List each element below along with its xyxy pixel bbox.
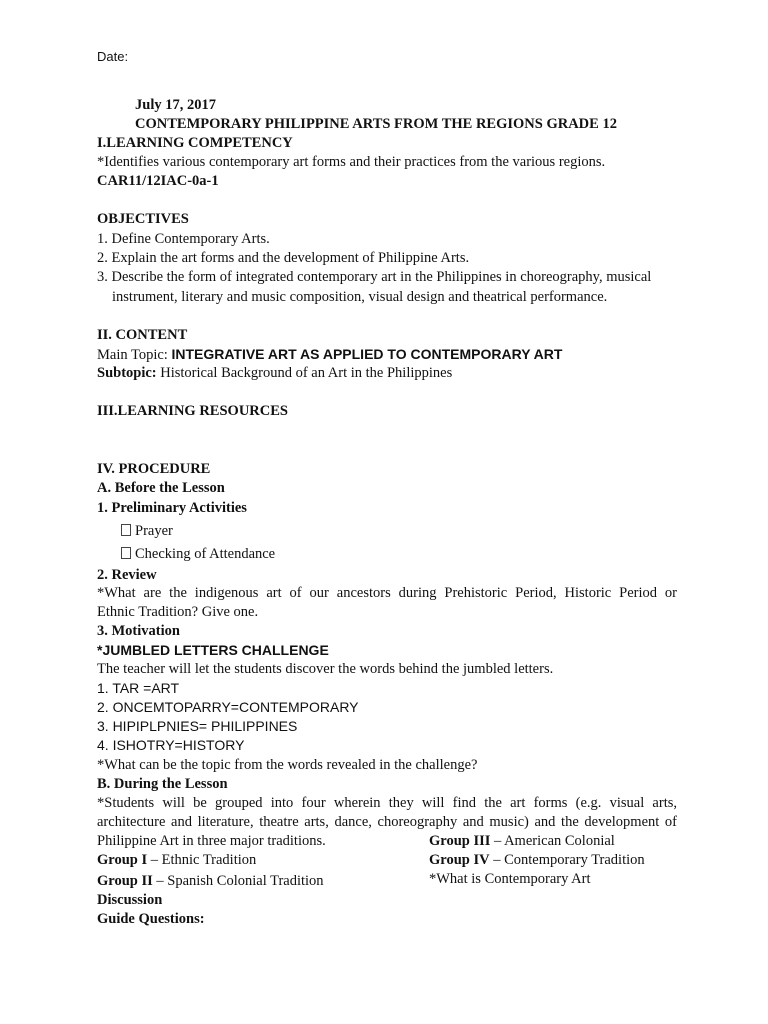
jumbled-item: 4. ISHOTRY=HISTORY xyxy=(97,737,245,753)
subtopic xyxy=(97,364,452,383)
bullet-icon xyxy=(121,524,131,536)
contemporary-question: *What is Contemporary Art xyxy=(429,871,591,887)
activity-item xyxy=(121,522,173,541)
bullet-icon xyxy=(121,547,131,559)
review-text: *What are the indigenous art of our ancestors during Prehistoric Period, Historic Period or xyxy=(97,585,677,601)
jumbled-item: 3. HIPIPLPNIES= PHILIPPINES xyxy=(97,718,298,734)
group-label: Group IV xyxy=(429,852,490,868)
competency-text: *Identifies various contemporary art forms and their practices from the various regions. xyxy=(97,154,606,170)
group-item xyxy=(429,851,645,870)
main-topic-value: INTEGRATIVE ART AS APPLIED TO CONTEMPORARY ART xyxy=(171,346,563,362)
group-text: – Ethnic Tradition xyxy=(150,852,257,868)
jumbled-item: 1. TAR =ART xyxy=(97,680,180,696)
review-text: Ethnic Tradition? Give one. xyxy=(97,604,259,620)
preliminary-heading: 1. Preliminary Activities xyxy=(97,500,247,516)
activity-label: Checking of Attendance xyxy=(135,546,276,562)
document-title: CONTEMPORARY PHILIPPINE ARTS FROM THE REGIONS GRADE 12 xyxy=(135,116,617,132)
group-text: – American Colonial xyxy=(494,833,615,849)
objective-item: instrument, literary and music composition, visual design and theatrical performance. xyxy=(112,289,608,305)
main-topic-label: Main Topic: xyxy=(97,347,168,363)
activity-item xyxy=(121,545,275,564)
content-heading: II. CONTENT xyxy=(97,327,188,343)
group-label: Group III xyxy=(429,833,491,849)
date-value: July 17, 2017 xyxy=(135,97,216,113)
group-label: Group II xyxy=(97,873,153,889)
objective-item: 3. Describe the form of integrated contemporary art in the Philippines in choreography, musical xyxy=(97,269,652,285)
competency-code: CAR11/12IAC-0a-1 xyxy=(97,173,219,189)
date-label: Date: xyxy=(97,49,129,64)
procedure-heading: IV. PROCEDURE xyxy=(97,461,211,477)
objective-item: 2. Explain the art forms and the development of Philippine Arts. xyxy=(97,250,470,266)
challenge-intro: The teacher will let the students discover the words behind the jumbled letters. xyxy=(97,661,554,677)
motivation-heading: 3. Motivation xyxy=(97,623,180,639)
objectives-heading: OBJECTIVES xyxy=(97,211,189,227)
subtopic-label: Subtopic: xyxy=(97,365,157,381)
group-item xyxy=(429,832,615,851)
during-text: *Students will be grouped into four wherein they will find the art forms (e.g. visual arts, xyxy=(97,795,677,811)
main-topic xyxy=(97,345,562,365)
group-label: Group I xyxy=(97,852,148,868)
challenge-heading: *JUMBLED LETTERS CHALLENGE xyxy=(97,642,329,658)
competency-heading: I.LEARNING COMPETENCY xyxy=(97,135,293,151)
during-text: Philippine Art in three major traditions. xyxy=(97,833,326,849)
during-text: architecture and literature, theatre arts, dance, choreography and music) and the development of xyxy=(97,814,677,830)
subtopic-value: Historical Background of an Art in the Philippines xyxy=(160,365,453,381)
group-item xyxy=(97,851,256,870)
challenge-question: *What can be the topic from the words revealed in the challenge? xyxy=(97,757,478,773)
during-lesson-heading: B. During the Lesson xyxy=(97,776,228,792)
review-heading: 2. Review xyxy=(97,567,157,583)
group-text: – Spanish Colonial Tradition xyxy=(156,873,324,889)
jumbled-item: 2. ONCEMTOPARRY=CONTEMPORARY xyxy=(97,699,359,715)
before-lesson-heading: A. Before the Lesson xyxy=(97,480,225,496)
group-text: – Contemporary Tradition xyxy=(493,852,645,868)
guide-questions-heading: Guide Questions: xyxy=(97,911,205,927)
objective-item: 1. Define Contemporary Arts. xyxy=(97,231,270,247)
activity-label: Prayer xyxy=(135,523,173,539)
resources-heading: III.LEARNING RESOURCES xyxy=(97,403,288,419)
group-item xyxy=(97,872,324,891)
discussion-heading: Discussion xyxy=(97,892,163,908)
